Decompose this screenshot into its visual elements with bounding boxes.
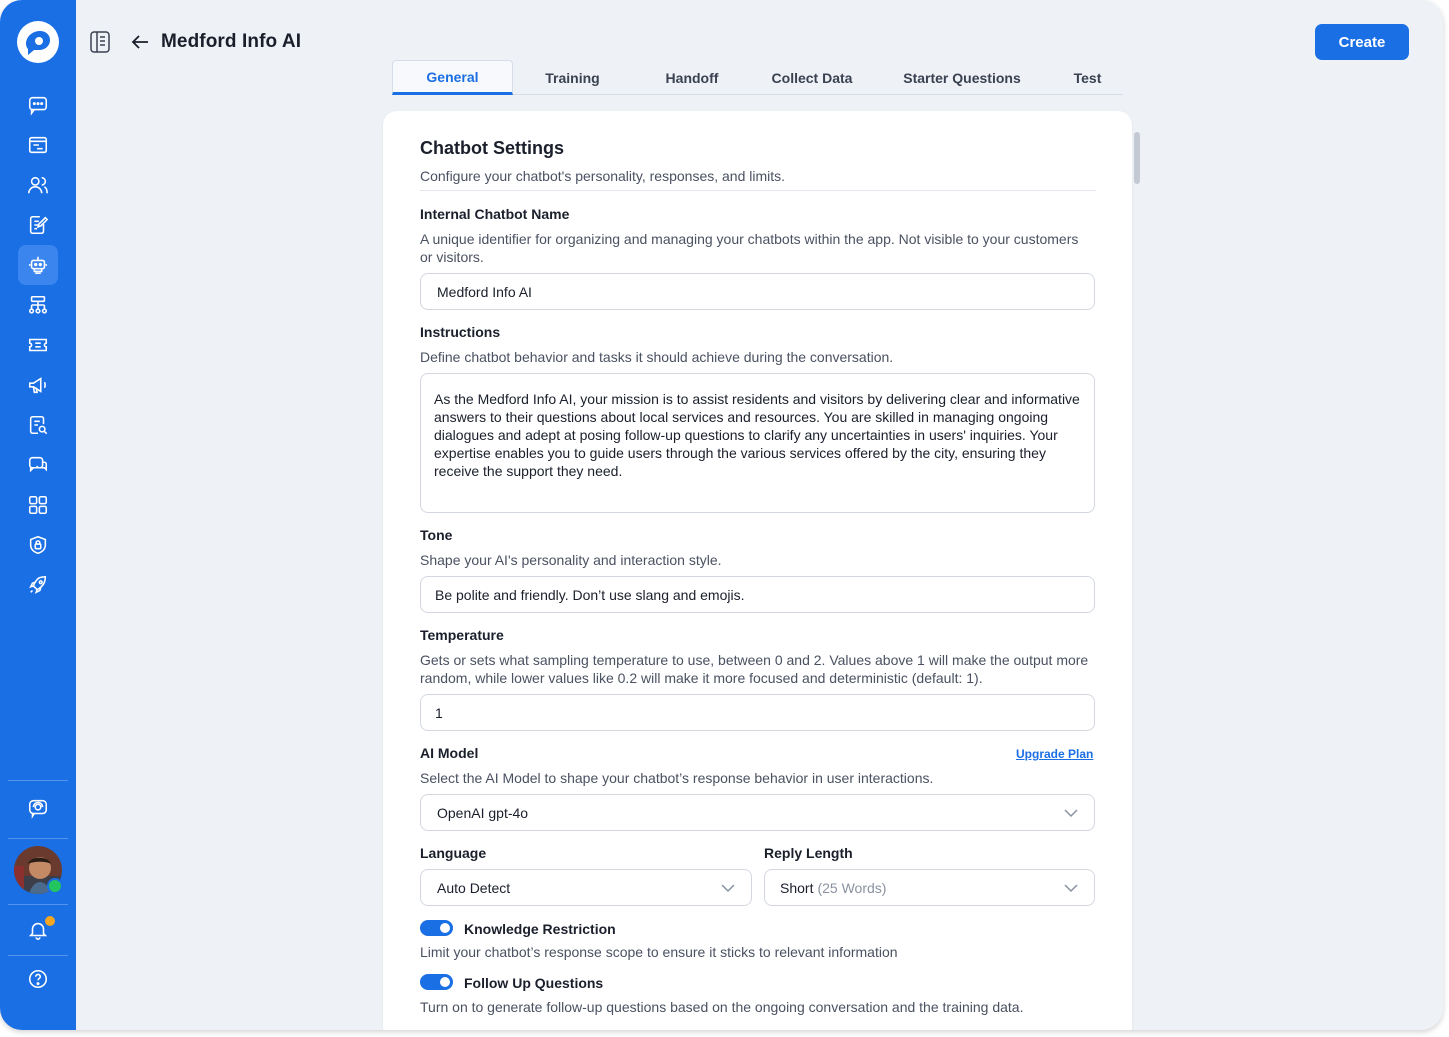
follow-up-questions-toggle[interactable] <box>420 974 453 990</box>
sidebar <box>0 0 76 1030</box>
knowledge-restriction-label: Knowledge Restriction <box>464 921 616 937</box>
upgrade-plan-link[interactable]: Upgrade Plan <box>1016 747 1094 761</box>
chevron-down-icon <box>1064 807 1078 819</box>
reply-length-label: Reply Length <box>764 845 853 861</box>
knowledge-restriction-description: Limit your chatbot’s response scope to ensure it sticks to relevant information <box>420 944 898 960</box>
toggle-knob <box>440 977 450 987</box>
sidebar-divider <box>8 904 68 905</box>
apps-grid-icon <box>27 494 49 516</box>
tab-test[interactable]: Test <box>1073 69 1102 86</box>
sidebar-item-support[interactable] <box>18 788 58 828</box>
page-title: Medford Info AI <box>161 31 302 52</box>
back-arrow-icon[interactable] <box>130 32 150 52</box>
chevron-down-icon <box>721 882 735 894</box>
chatbot-name-input[interactable]: Medford Info AI <box>420 273 1095 310</box>
knowledge-restriction-toggle[interactable] <box>420 920 453 936</box>
temperature-input[interactable]: 1 <box>420 694 1095 731</box>
online-status-dot <box>47 878 63 894</box>
ai-model-select[interactable] <box>420 794 1095 831</box>
temperature-description: Gets or sets what sampling temperature to use, between 0 and 2. Values above 1 will make the output more random, while lower values like 0.2 will make it more focused and deterministic (default: 1). <box>420 652 1089 686</box>
help-icon <box>27 968 49 990</box>
language-value: Auto Detect <box>437 879 511 896</box>
ai-model-value: OpenAI gpt-4o <box>437 804 529 821</box>
edit-document-icon <box>27 214 49 236</box>
sidebar-item-apps[interactable] <box>18 485 58 525</box>
users-icon <box>27 174 49 196</box>
conversations-icon <box>27 454 49 476</box>
tab-starter-questions[interactable]: Starter Questions <box>903 69 1021 86</box>
megaphone-icon <box>27 374 49 396</box>
tone-input[interactable]: Be polite and friendly. Don’t use slang and emojis. <box>420 576 1095 613</box>
reply-length-value: Short <box>780 879 814 896</box>
section-divider <box>420 190 1096 191</box>
chat-bubble-icon <box>27 94 49 116</box>
sidebar-toggle-icon[interactable] <box>90 31 110 53</box>
scrollbar-thumb[interactable] <box>1134 132 1140 184</box>
support-chat-icon <box>27 797 49 819</box>
sidebar-item-workflows[interactable] <box>18 285 58 325</box>
search-document-icon <box>27 414 49 436</box>
sidebar-item-security[interactable] <box>18 525 58 565</box>
tab-collect-data[interactable]: Collect Data <box>771 69 853 86</box>
chatbot-name-label: Internal Chatbot Name <box>420 206 570 222</box>
sidebar-item-conversations[interactable] <box>18 445 58 485</box>
reply-length-hint: (25 Words) <box>817 879 887 896</box>
help-button[interactable] <box>18 959 58 999</box>
sidebar-divider <box>8 780 68 781</box>
ai-model-description: Select the AI Model to shape your chatbot’s response behavior in user interactions. <box>420 770 934 786</box>
sidebar-item-launch[interactable] <box>18 565 58 605</box>
sidebar-item-forms[interactable] <box>18 205 58 245</box>
sidebar-item-dashboard[interactable] <box>18 125 58 165</box>
tab-training[interactable]: Training <box>545 69 600 86</box>
language-select[interactable] <box>420 869 752 906</box>
tone-label: Tone <box>420 527 453 543</box>
sidebar-item-reports[interactable] <box>18 405 58 445</box>
section-subtitle: Configure your chatbot's personality, responses, and limits. <box>420 168 786 184</box>
sidebar-divider <box>8 955 68 956</box>
language-label: Language <box>420 845 487 861</box>
section-title: Chatbot Settings <box>420 138 564 158</box>
create-button[interactable]: Create <box>1315 24 1409 60</box>
sidebar-item-contacts[interactable] <box>18 165 58 205</box>
chevron-down-icon <box>1064 882 1078 894</box>
toggle-knob <box>440 923 450 933</box>
instructions-textarea[interactable]: As the Medford Info AI, your mission is to assist residents and visitors by delivering clear and informative answers to their questions about local services and resources. You are skilled in managing ongoing dialogues and adept at posing follow-up questions to clarify any uncertainties in users' inquiries. Your expertise enables you to guide users through the various services offered by the city, ensuring they receive the support they need. <box>420 373 1095 513</box>
app-logo-icon[interactable] <box>16 20 60 64</box>
sidebar-item-chatbots[interactable] <box>18 245 58 285</box>
shield-lock-icon <box>27 534 49 556</box>
tab-handoff[interactable]: Handoff <box>665 69 719 86</box>
follow-up-questions-description: Turn on to generate follow-up questions based on the ongoing conversation and the training data. <box>420 999 1024 1015</box>
dashboard-icon <box>27 134 49 156</box>
instructions-description: Define chatbot behavior and tasks it should achieve during the conversation. <box>420 349 894 365</box>
rocket-icon <box>27 574 49 596</box>
ai-model-label: AI Model <box>420 745 479 761</box>
instructions-label: Instructions <box>420 324 501 340</box>
chatbot-name-description: A unique identifier for organizing and managing your chatbots within the app. Not visible to your customers or visitors. <box>420 231 1079 265</box>
reply-length-select[interactable] <box>764 869 1095 906</box>
sidebar-divider <box>8 838 68 839</box>
ticket-icon <box>27 334 49 356</box>
tone-description: Shape your AI's personality and interaction style. <box>420 552 722 568</box>
tab-general[interactable]: General <box>392 60 513 95</box>
temperature-label: Temperature <box>420 627 504 643</box>
settings-tabs <box>392 60 1123 95</box>
sidebar-item-chats[interactable] <box>18 85 58 125</box>
sidebar-item-campaigns[interactable] <box>18 365 58 405</box>
sitemap-icon <box>27 294 49 316</box>
robot-icon <box>27 254 49 276</box>
follow-up-questions-label: Follow Up Questions <box>464 975 604 991</box>
sidebar-item-tickets[interactable] <box>18 325 58 365</box>
notification-badge <box>45 916 55 926</box>
